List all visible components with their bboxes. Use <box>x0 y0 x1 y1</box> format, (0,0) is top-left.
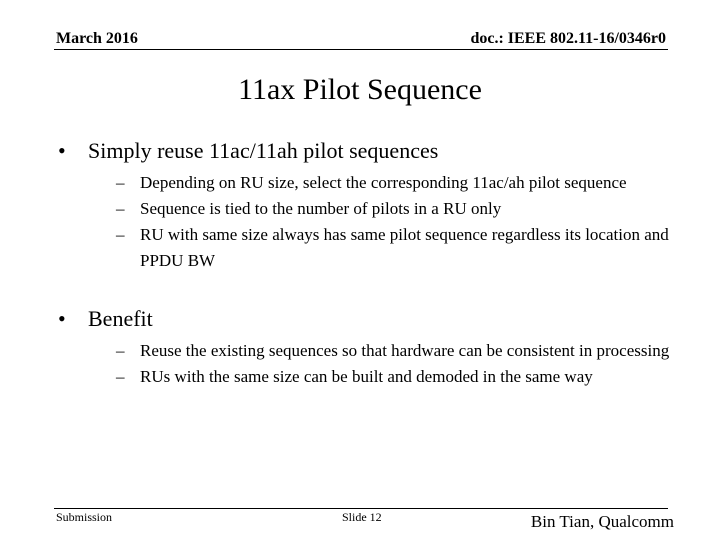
footer-author: Bin Tian, Qualcomm <box>530 512 674 531</box>
dash-icon: – <box>116 199 125 218</box>
header-divider <box>54 49 668 50</box>
footer-submission: Submission <box>56 510 113 524</box>
header-doc-id: doc.: IEEE 802.11-16/0346r0 <box>470 30 666 47</box>
sub-bullet-list <box>116 170 678 274</box>
sub-bullet-text: Sequence is tied to the number of pilots in a RU only <box>140 199 502 218</box>
sub-bullet-text: Reuse the existing sequences so that hardware can be consistent in processing <box>140 341 670 360</box>
slide-content <box>58 136 678 390</box>
bullet-dot-icon: • <box>58 306 66 331</box>
bullet-item <box>58 304 678 334</box>
bullet-item <box>58 136 678 166</box>
dash-icon: – <box>116 225 125 244</box>
bullet-text: Benefit <box>88 306 153 331</box>
sub-bullet-item <box>116 196 678 222</box>
sub-bullet-item <box>116 170 678 196</box>
sub-bullet-text: RUs with the same size can be built and demoded in the same way <box>140 367 593 386</box>
sub-bullet-text: RU with same size always has same pilot sequence regardless its location and PPDU BW <box>140 225 669 270</box>
sub-bullet-item <box>116 364 678 390</box>
sub-bullet-text: Depending on RU size, select the corresponding 11ac/ah pilot sequence <box>140 173 627 192</box>
footer-slide-number: Slide 12 <box>342 510 382 524</box>
sub-bullet-list <box>116 338 678 390</box>
slide-title: 11ax Pilot Sequence <box>238 73 482 106</box>
header-date: March 2016 <box>56 30 138 47</box>
bullet-text: Simply reuse 11ac/11ah pilot sequences <box>88 138 439 163</box>
footer-divider <box>54 508 668 509</box>
dash-icon: – <box>116 367 125 386</box>
dash-icon: – <box>116 341 125 360</box>
sub-bullet-item <box>116 338 678 364</box>
sub-bullet-item <box>116 222 678 274</box>
dash-icon: – <box>116 173 125 192</box>
bullet-dot-icon: • <box>58 138 66 163</box>
